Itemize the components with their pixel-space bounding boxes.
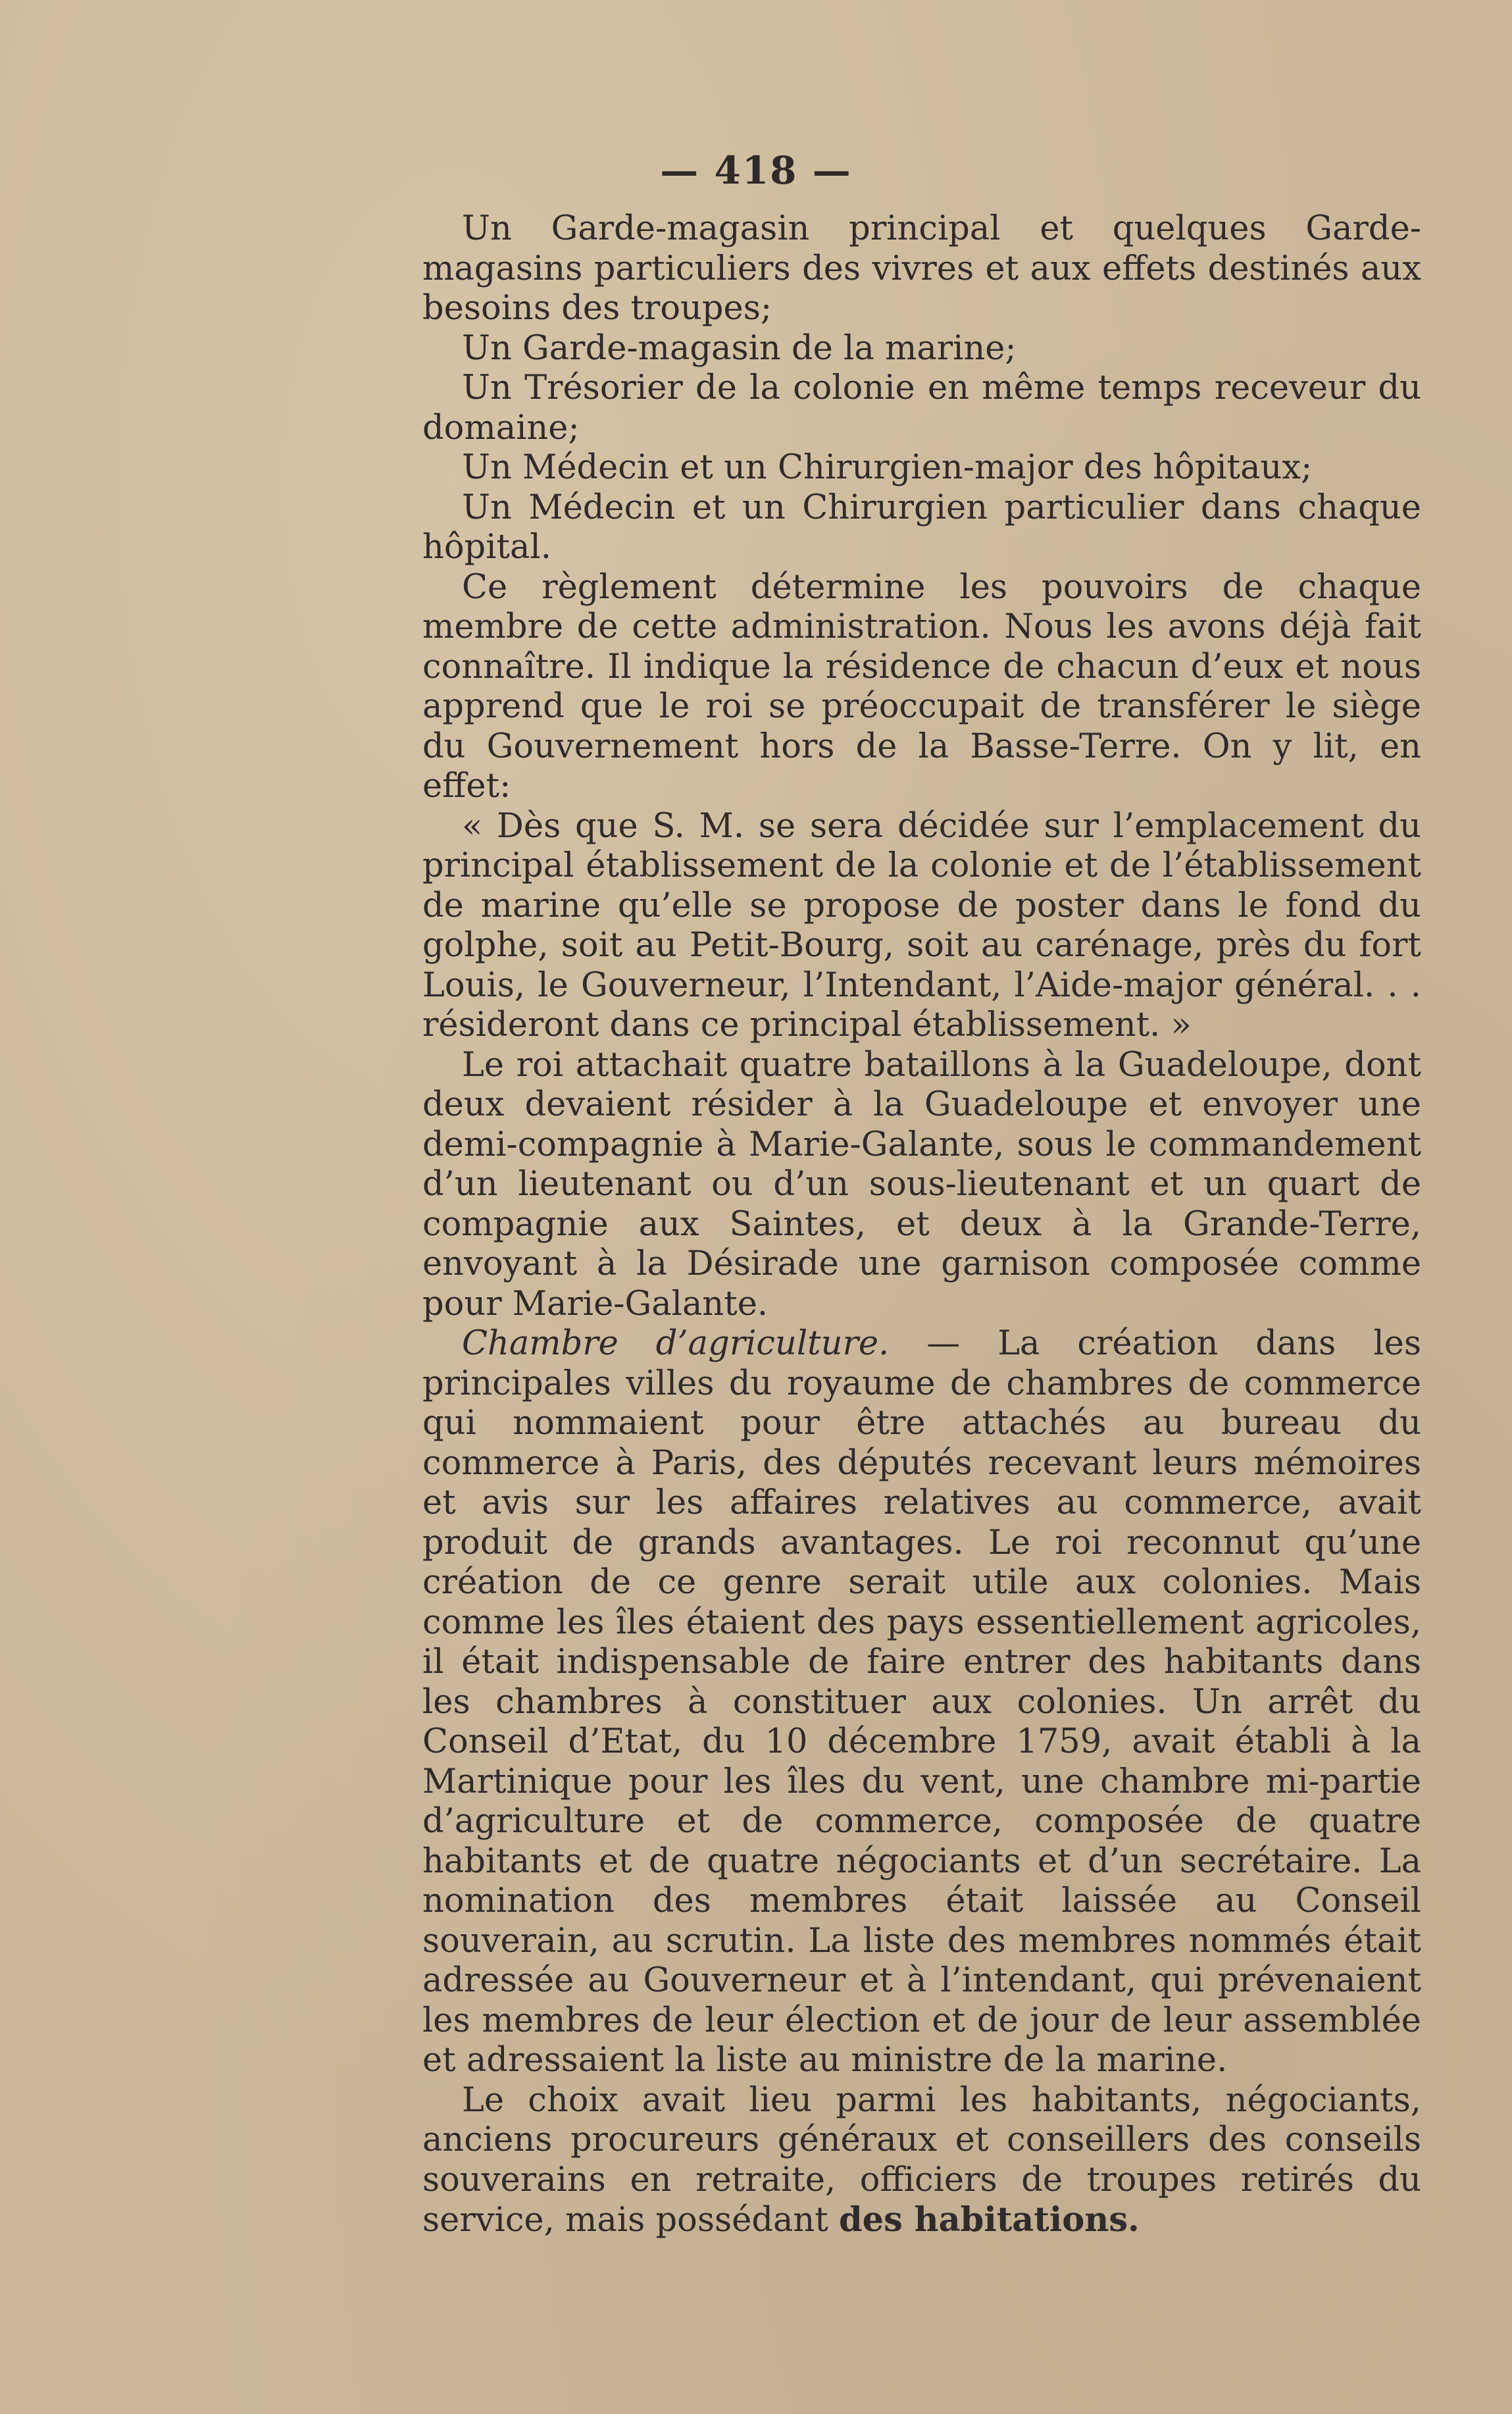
section-heading-chambre: Chambre d’agriculture. [462,1324,890,1363]
choix-text-end: des habitations. [838,2200,1140,2240]
paragraph-garde-magasin-principal: Un Garde-magasin principal et quelques Garde-magasins particuliers des vivres et aux effets destinés aux besoins des troupes; [422,209,1421,328]
paragraph-citation: « Dès que S. M. se sera décidée sur l’emplacement du principal établissement de la colonie et de l’établissement de marine qu’elle se propose de poster dans le fond du golphe, soit au Petit-Bourg, soit au carénage, près du fort Louis, le Gouverneur, l’Intendant, l’Aide-major général. . . résideront dans ce principal établissement. » [422,806,1421,1044]
paragraph-medecin-hopital: Un Médecin et un Chirurgien particulier dans chaque hôpital. [422,488,1421,567]
paragraph-reglement: Ce règlement détermine les pouvoirs de chaque membre de cette administration. Nous les avons déjà fait connaître. Il indique la résidence de chacun d’eux et nous apprend que le roi se préoccupait de transférer le siège du Gouvernement hors de la Basse-Terre. On y lit, en effet: [422,567,1421,806]
paragraph-garde-magasin-marine: Un Garde-magasin de la marine; [462,328,1017,368]
paragraph-choix [422,2081,1421,2241]
paragraph-tresorier: Un Trésorier de la colonie en même temps receveur du domaine; [422,369,1421,448]
paragraph-medecin-hopitaux: Un Médecin et un Chirurgien-major des hôpitaux; [462,448,1313,487]
paragraph-bataillons: Le roi attachait quatre bataillons à la Guadeloupe, dont deux devaient résider à la Guadeloupe et envoyer une demi-compagnie à Marie-Galante, sous le commandement d’un lieutenant ou d’un sous-lieutenant et un quart de compagnie aux Saintes, et deux à la Grande-Terre, envoyant à la Désirade une garnison composée comme pour Marie-Galante. [422,1045,1421,1323]
page-number: — 418 — [660,148,852,193]
paragraph-chambre-agriculture [422,1324,1421,2081]
body-text [422,209,1421,2241]
choix-text: Le choix avait lieu parmi les habitants, négociants, anciens procureurs généraux et conseillers des conseils souverains en retraite, officiers de troupes retirés du service, mais possédant [422,2080,1421,2240]
chambre-text: — La création dans les principales villes du royaume de chambres de commerce qui nommaient pour être attachés au bureau du commerce à Paris, des députés recevant leurs mémoires et avis sur les affaires relatives au commerce, avait produit de grands avantages. Le roi reconnut qu’une création de ce genre serait utile aux colonies. Mais comme les îles étaient des pays essentiellement agricoles, il était indispensable de faire entrer des habitants dans les chambres à constituer aux colonies. Un arrêt du Conseil d’Etat, du 10 décembre 1759, avait établi à la Martinique pour les îles du vent, une chambre mi-partie d’agriculture et de commerce, composée de quatre habitants et de quatre négociants et d’un secrétaire. La nomination des membres était laissée au Conseil souverain, au scrutin. La liste des membres nommés était adressée au Gouverneur et à l’intendant, qui prévenaient les membres de leur élection et de jour de leur assemblée et adressaient la liste au ministre de la marine. [422,1324,1421,2080]
